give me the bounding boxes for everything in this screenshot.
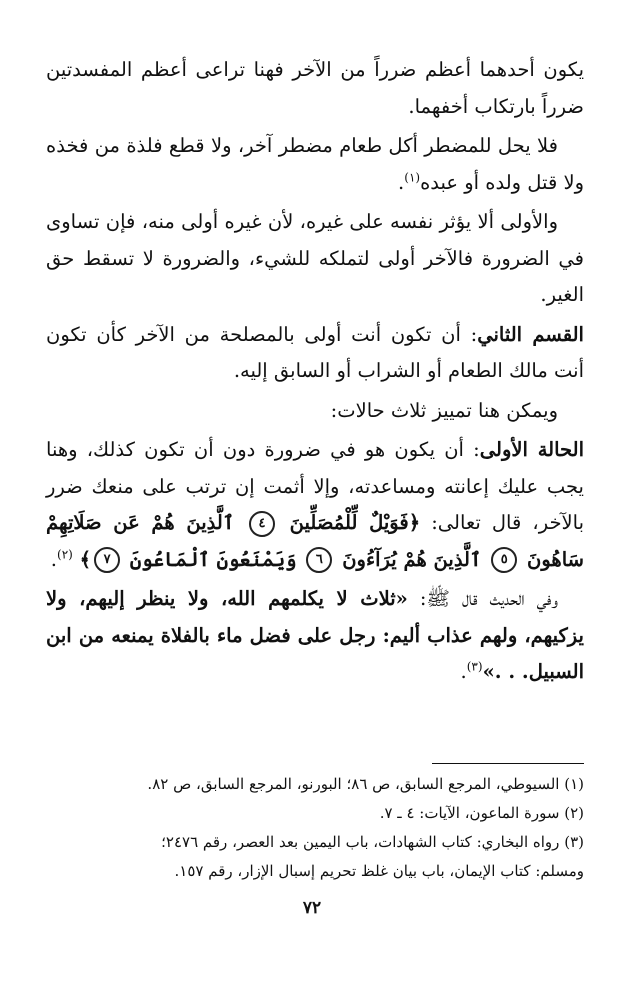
footnote-3-continuation: ومسلم: كتاب الإيمان، باب بيان غلظ تحريم إسبال الإزار، رقم ١٥٧. bbox=[174, 862, 584, 880]
page-number: ٧٢ bbox=[302, 898, 322, 918]
quran-verse-4: فَوَيْلٌ لِّلْمُصَلِّينَ bbox=[289, 511, 409, 534]
quran-verse-6: ٱلَّذِينَ هُمْ يُرَآءُونَ bbox=[342, 547, 482, 571]
quran-open-bracket: ﴿ bbox=[408, 511, 421, 534]
page-body bbox=[46, 52, 584, 694]
ayah-number-icon-5: ٥ bbox=[491, 547, 517, 573]
paragraph-3-text: والأولى ألا يؤثر نفسه على غيره، لأن غيره أولى منه، فإن تساوى في الضرورة فالآخر أولى لتملكه للشيء، والضرورة لا تسقط حق الغير. bbox=[46, 210, 584, 306]
footnote-1-number: (١) bbox=[564, 775, 584, 793]
footnote-ref-2[interactable]: (٢) bbox=[57, 547, 73, 561]
paragraph-2-end: . bbox=[398, 170, 405, 194]
footnote-ref-1[interactable]: (١) bbox=[404, 170, 421, 184]
footnote-2-text: سورة الماعون، الآيات: ٤ ـ ٧. bbox=[379, 804, 560, 822]
paragraph-2 bbox=[46, 128, 584, 201]
paragraph-5 bbox=[46, 393, 584, 430]
paragraph-6-text: : أن يكون هو في ضرورة دون أن تكون كذلك، وهنا يجب عليك إعانته ومساعدته، وإلا أثمت إن ترتب على منعك ضرر بالآخر، قال تعالى: bbox=[46, 438, 584, 534]
footnote-2-number: (٢) bbox=[564, 804, 584, 822]
paragraph-4-text: : أن تكون أنت أولى بالمصلحة من الآخر كأن تكون أنت مالك الطعام أو الشراب أو السابق إليه. bbox=[46, 322, 584, 382]
footnote-2 bbox=[46, 799, 584, 828]
paragraph-7-end: . bbox=[460, 660, 467, 683]
paragraph-7-intro: وفي الحديث قال ﷺ: bbox=[407, 587, 558, 610]
paragraph-1-text: يكون أحدهما أعظم ضرراً من الآخر فهنا تراعى أعظم المفسدتين ضرراً بارتكاب أخفهما. bbox=[46, 58, 584, 118]
ayah-number-icon-4: ٤ bbox=[249, 511, 275, 537]
paragraph-7 bbox=[46, 581, 584, 691]
footnote-divider bbox=[432, 763, 584, 764]
paragraph-3 bbox=[46, 204, 584, 314]
footnote-3-number: (٣) bbox=[564, 833, 584, 851]
footnote-3 bbox=[46, 828, 584, 857]
section-heading-second-part: القسم الثاني bbox=[477, 322, 584, 346]
case-heading-first: الحالة الأولى bbox=[479, 438, 584, 461]
ayah-number-icon-6: ٦ bbox=[306, 547, 332, 573]
ayah-number-icon-7: ٧ bbox=[94, 547, 120, 573]
paragraph-1 bbox=[46, 52, 584, 125]
quran-verse-5: ٱلَّذِينَ هُمْ عَن صَلَاتِهِمْ سَاهُونَ bbox=[46, 511, 584, 571]
paragraph-5-text: ويمكن هنا تمييز ثلاث حالات: bbox=[330, 398, 558, 422]
footnotes-section bbox=[46, 770, 584, 886]
paragraph-4 bbox=[46, 317, 584, 390]
quran-verse-7: وَيَمْنَعُونَ ٱلْمَاعُونَ bbox=[129, 547, 297, 571]
footnote-3-text: رواه البخاري: كتاب الشهادات، باب اليمين بعد العصر، رقم ٢٤٧٦؛ bbox=[161, 833, 560, 851]
footnote-ref-3[interactable]: (٣) bbox=[466, 659, 483, 674]
quran-close-bracket: ﴾ bbox=[79, 547, 92, 571]
footnote-1 bbox=[46, 770, 584, 799]
quran-end: . bbox=[50, 547, 57, 571]
footnote-1-text: السيوطي، المرجع السابق، ص ٨٦؛ البورنو، المرجع السابق، ص ٨٢. bbox=[147, 775, 560, 793]
paragraph-2-text: فلا يحل للمضطر أكل طعام مضطر آخر، ولا قطع فلذة من فخذه ولا قتل ولده أو عبده bbox=[46, 134, 584, 194]
paragraph-6 bbox=[46, 432, 584, 578]
hadith-quote: «ثلاث لا يكلمهم الله، ولا ينظر إليهم، ولا يزكيهم، ولهم عذاب أليم: رجل على فضل ماء بالفلاة يمنعه من ابن السبيل. . .» bbox=[46, 587, 584, 683]
